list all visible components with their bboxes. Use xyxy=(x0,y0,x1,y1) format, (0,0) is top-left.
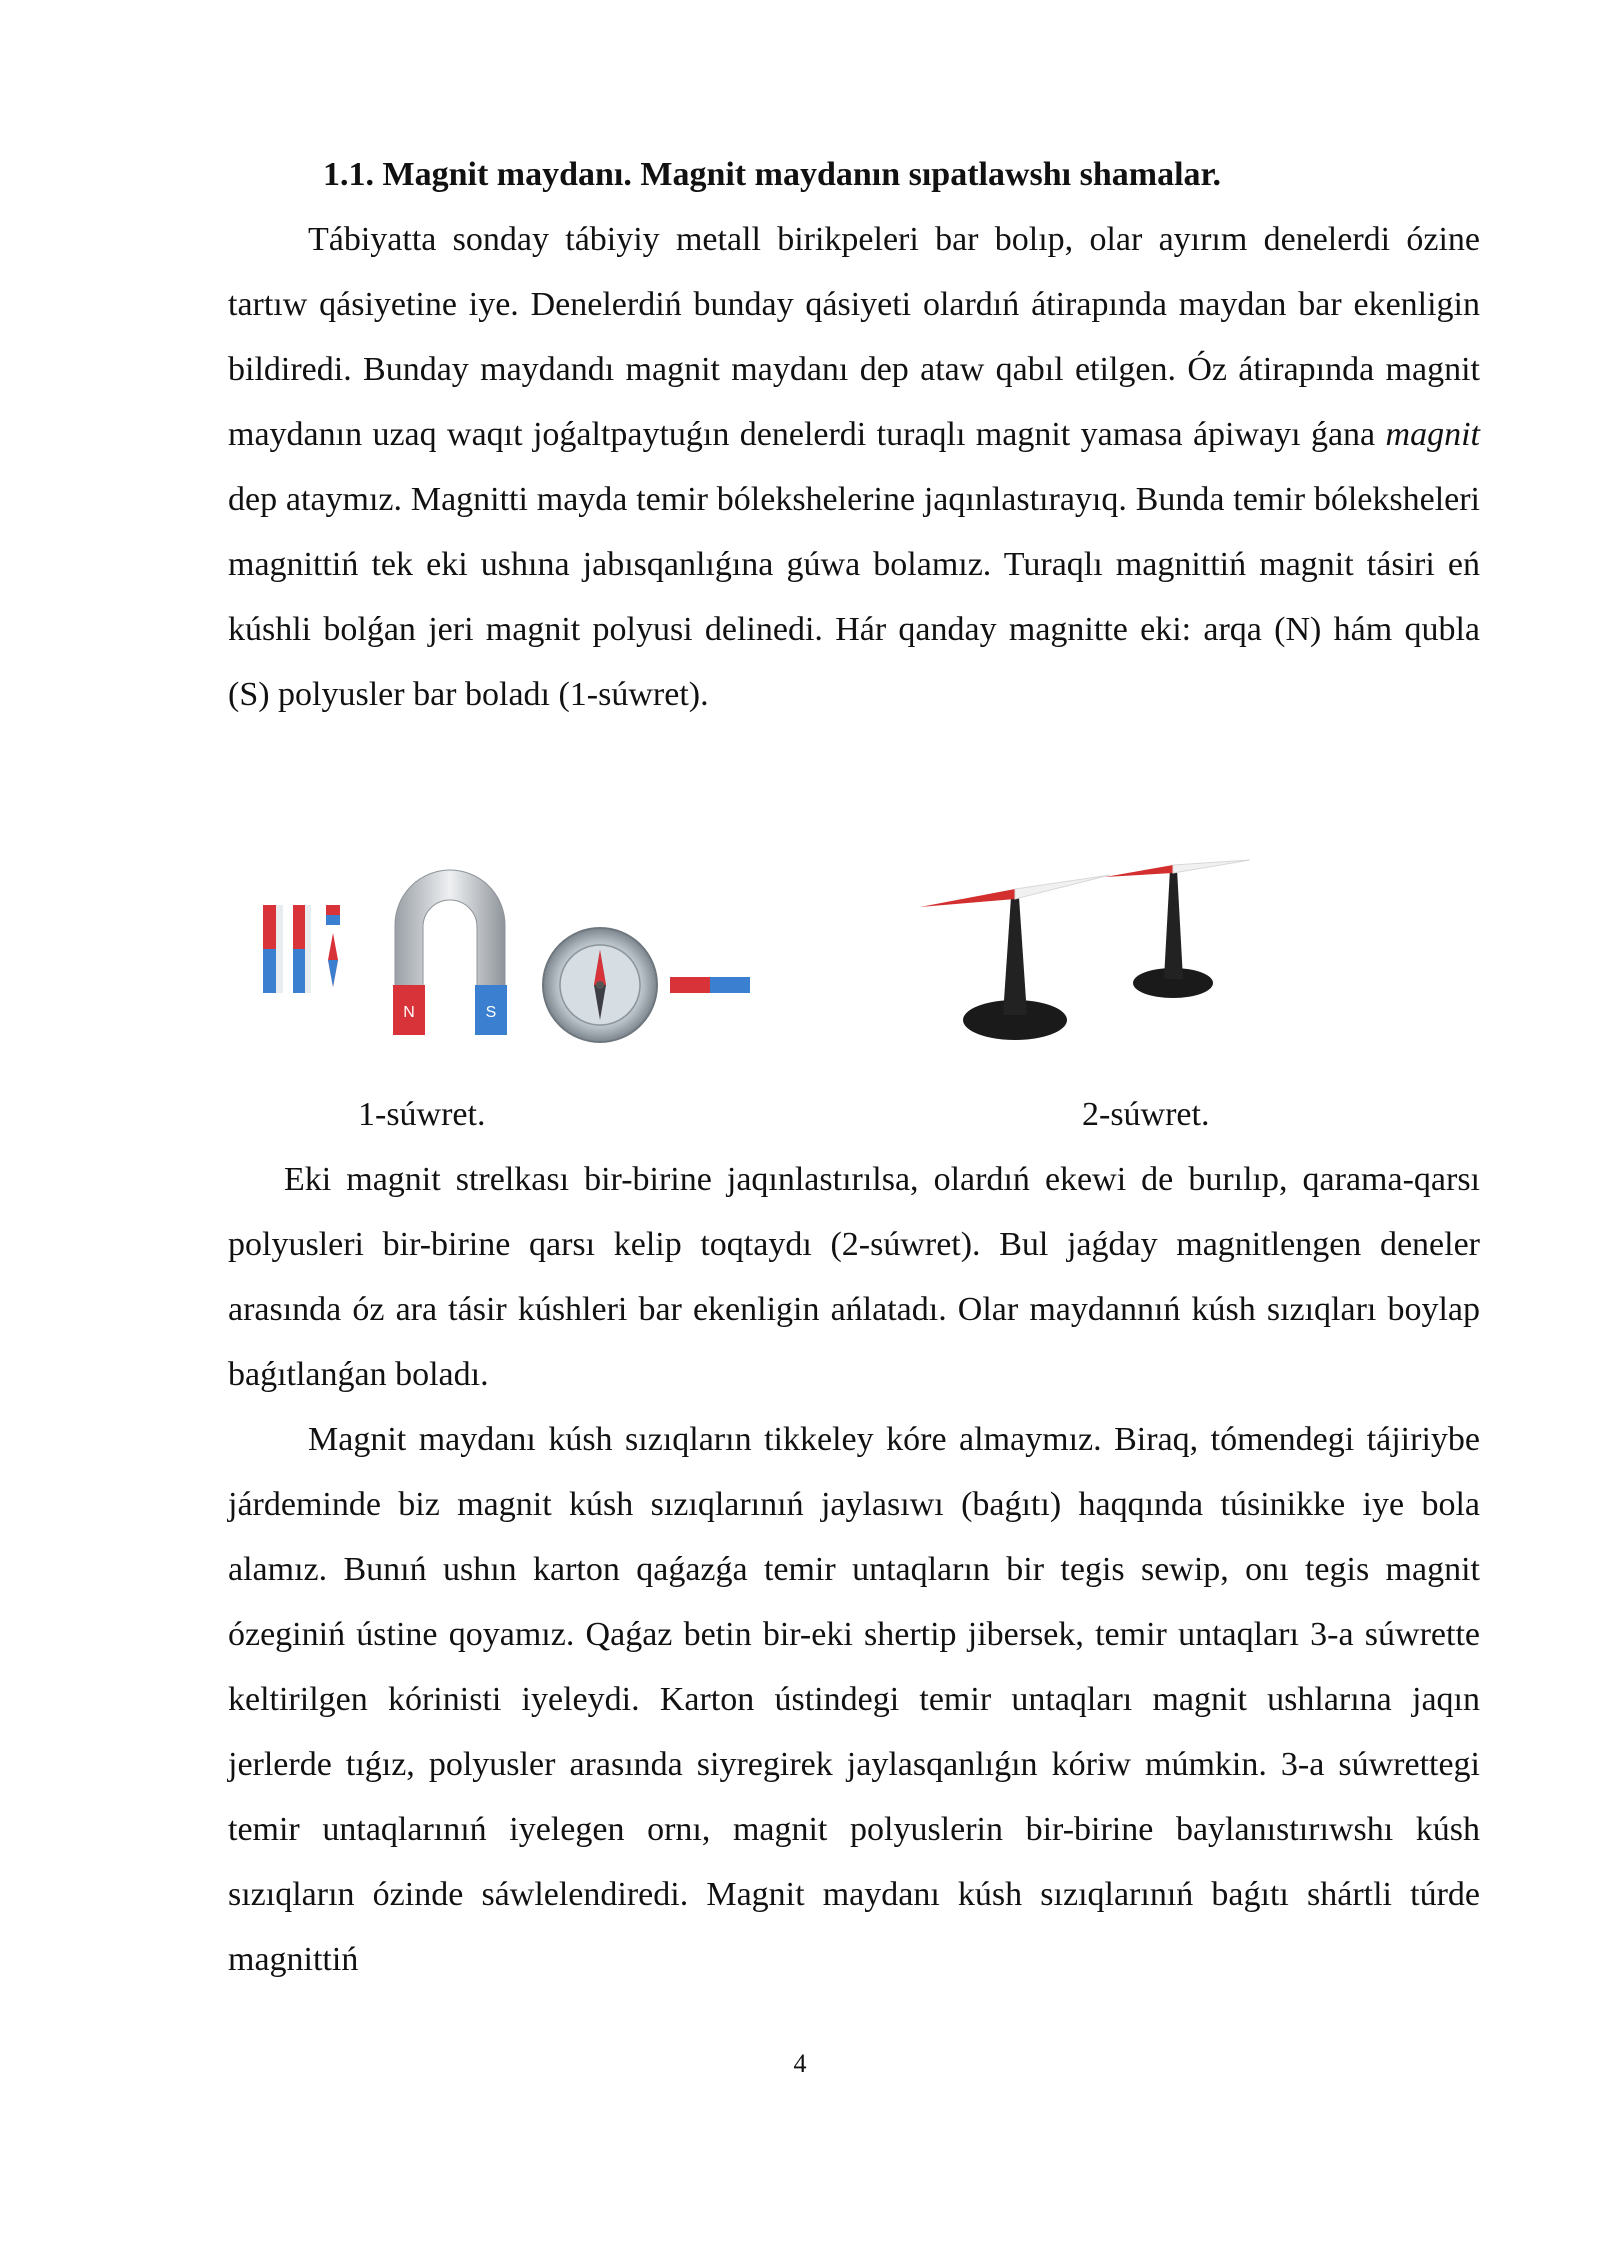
needle-stand-1 xyxy=(963,897,1067,1040)
figure-1-caption: 1-súwret. xyxy=(358,1096,486,1133)
compass xyxy=(543,928,657,1042)
section-heading: 1.1. Magnit maydanı. Magnit maydanın sıpatlawshı shamalar. xyxy=(323,156,1221,193)
needle-stand-2 xyxy=(1133,869,1213,998)
horseshoe-magnet xyxy=(393,870,507,1035)
bar-magnet-1 xyxy=(263,905,283,993)
needles-illustration xyxy=(915,855,1260,1070)
bar-magnet-horizontal xyxy=(670,977,750,993)
figure-2-caption: 2-súwret. xyxy=(1082,1096,1210,1133)
figure-1-magnets xyxy=(255,855,800,1070)
paragraph-text: Tábiyatta sonday tábiyiy metall birikpeleri bar bolıp, olar ayırım denelerdi ózine tartıw qásiyetine iye. Denelerdiń bunday qásiyeti olardıń átirapında maydan bar ekenligin bildiredi. Bunday maydandı magnit maydanı dep ataw qabıl etilgen. Óz átirapında magnit maydanın uzaq waqıt joǵaltpaytuǵın denelerdi turaqlı magnit yamasa ápiwayı ǵana xyxy=(228,221,1480,453)
paragraph-field-lines-experiment: Magnit maydanı kúsh sızıqların tikkeley kóre almaymız. Biraq, tómendegi tájiriybe járdeminde biz magnit kúsh sızıqlarınıń jaylasıwı (baǵıtı) haqqında túsinikke iye bola alamız. Bunıń ushın karton qaǵazǵa temir untaqların bir tegis sewip, onı tegis magnit ózeginiń ústine qoyamız. Qaǵaz betin bir-eki shertip jibersek, temir untaqları 3-a súwrette keltirilgen kórinisti iyeleydi. Karton ústindegi temir untaqları magnit ushlarına jaqın jerlerde tıǵız, polyusler arasında siyregirek jaylasqanlıǵın kóriw múmkin. 3-a súwrettegi temir untaqlarınıń iyelegen ornı, magnit polyuslerin bir-birine baylanıstırıwshı kúsh sızıqların ózinde sáwlelendiredi. Magnit maydanı kúsh sızıqlarınıń baǵıtı shártli túrde magnittiń xyxy=(228,1421,1480,1978)
paragraph-magnetic-field-intro xyxy=(228,207,1480,727)
italic-term: magnit xyxy=(1385,416,1480,453)
magnets-illustration xyxy=(255,855,800,1070)
bar-magnet-2 xyxy=(293,905,311,993)
magnetic-needle-2 xyxy=(1105,860,1250,877)
paragraph-needles-interaction: Eki magnit strelkası bir-birine jaqınlastırılsa, olardıń ekewi de burılıp, qarama-qarsı polyusleri bir-birine qarsı kelip toqtaydı (2-súwret). Bul jaǵday magnitlengen deneler arasında óz ara tásir kúshleri bar ekenligin ańlatadı. Olar maydannıń kúsh sızıqları boylap baǵıtlanǵan boladı. xyxy=(228,1161,1480,1393)
figure-2-magnetic-needles xyxy=(915,855,1260,1070)
paragraph-text: dep ataymız. Magnitti mayda temir bólekshelerine jaqınlastırayıq. Bunda temir bóleksheleri magnittiń tek eki ushına jabısqanlıǵına gúwa bolamız. Turaqlı magnittiń magnit tásiri eń kúshli bolǵan jeri magnit polyusi delinedi. Hár qanday magnitte eki: arqa (N) hám qubla (S) polyusler bar boladı (1-súwret). xyxy=(228,481,1480,713)
page-number: 4 xyxy=(793,2049,807,2078)
south-pole-label: S xyxy=(485,1004,497,1021)
north-pole-label: N xyxy=(403,1004,415,1021)
small-magnet-and-needle xyxy=(326,905,340,987)
